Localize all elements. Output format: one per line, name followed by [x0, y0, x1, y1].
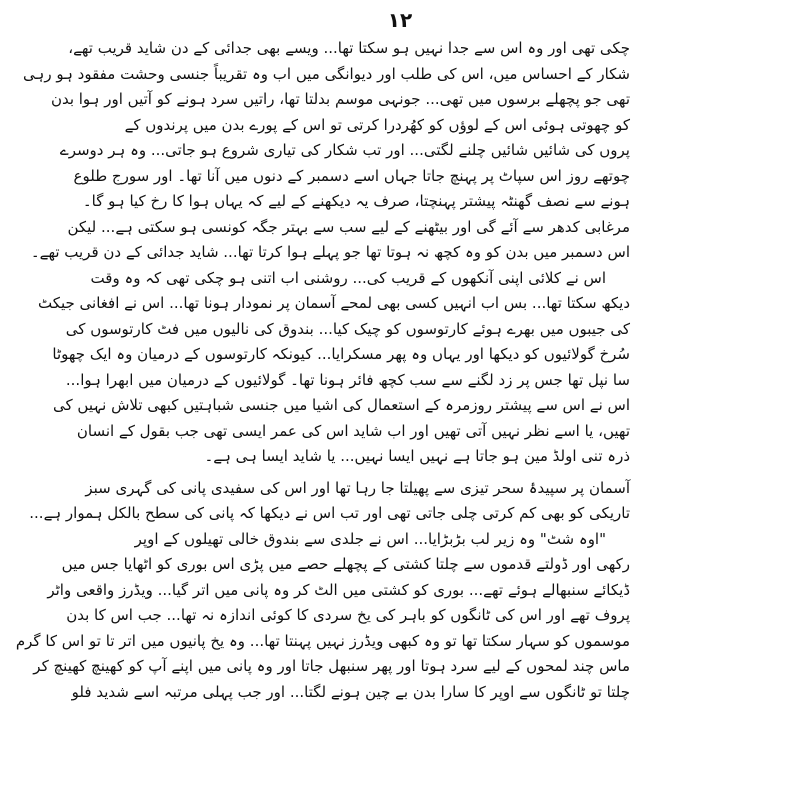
- text-line: ماس چند لمحوں کے لیے سرد ہوتا اور پھر سنبھل جاتا اور وہ پانی میں اپنے آپ کو کھینچ کھینچ کر: [33, 657, 630, 675]
- text-line: ہونے سے نصف گھنٹہ پیشتر پہنچتا، صرف یہ دیکھنے کے لیے کہ یہاں ہوا کا رخ کیا ہو گا۔: [82, 192, 630, 210]
- text-line: کی جیبوں میں بھرے ہوئے کارتوسوں کو چیک کیا... بندوق کی نالیوں میں فٹ کارتوسوں کی: [65, 319, 630, 338]
- text-line: اس دسمبر میں بدن کو وہ کچھ نہ ہوتا تھا جو پہلے ہوا کرتا تھا... شاید جدائی کے دن قریب تھے۔: [30, 243, 630, 261]
- text-line: ڈیکائے سنبھالے ہوئے تھے... بوری کو کشتی میں الٹ کر وہ پانی میں اتر گیا... ویڈرز واقعی واٹر: [47, 580, 630, 599]
- text-line: اس نے کلائی اپنی آنکھوں کے قریب کی... روشنی اب اتنی ہو چکی تھی کہ وہ وقت: [90, 268, 606, 287]
- text-line: پروف تھے اور اس کی ٹانگوں کو باہر کی یخ سردی کا کوئی اندازہ نہ تھا... جب اس کا بدن: [66, 606, 630, 624]
- text-line: چلتا تو ٹانگوں سے اوپر کا سارا بدن بے چین ہونے لگتا... اور جب پہلی مرتبہ اسے شدید فلو: [71, 682, 630, 701]
- page-number: ۱۲: [387, 8, 413, 32]
- text-line: مرغابی کدھر سے آئے گی اور بیٹھنے کے لیے سب سے بہتر جگہ کونسی ہو سکتی ہے... لیکن: [67, 217, 630, 236]
- text-line: سا نپل تھا جس پر زد لگنے سے سب کچھ فائر ہونا تھا۔ گولائیوں کے درمیان میں ابھرا ہوا...: [65, 370, 630, 389]
- text-line: تھیں، یا اسے نظر نہیں آتی تھیں اور اب شاید اس کی عمر ایسی تھی جب بقول کے انسان: [76, 421, 630, 440]
- text-line: چکی تھی اور وہ اس سے جدا نہیں ہو سکتا تھا... ویسے بھی جدائی کے دن شاید قریب تھے،: [68, 39, 630, 57]
- text-line: "اوہ شٹ" وہ زیر لب بڑبڑایا... اس نے جلدی سے بندوق خالی تھیلوں کے اوپر: [134, 529, 606, 548]
- text-line: چوتھے روز اس سپاٹ پر پہنچ جاتا جہاں اسے دسمبر کے دنوں میں آنا تھا۔ اور سورج طلوع: [73, 166, 630, 185]
- text-line: ذرہ تنی اولڈ مین ہو جاتا ہے نہیں ایسا نہیں... یا شاید ایسا ہی ہے۔: [204, 447, 630, 465]
- text-line: کو چھوتی ہوئی اس کے لوؤں کو کھُردرا کرتی تو اس کے پورے بدن میں پرندوں کے: [124, 115, 630, 134]
- text-line: آسمان پر سپیدۂ سحر تیزی سے پھیلتا جا رہا تھا اور اس کی سفیدی پانی کی گہری سبز: [85, 478, 630, 497]
- text-line: تھی جو پچھلے برسوں میں تھی... جونہی موسم بدلتا تھا، راتیں سرد ہونے کو آتیں اور ہوا بدن: [50, 90, 630, 108]
- text-line: اس نے اس سے پیشتر روزمرہ کے استعمال کی اشیا میں جنسی شباہتیں کبھی تلاش نہیں کی: [53, 396, 630, 414]
- text-line: شکار کے احساس میں، اس کی طلب اور دیوانگی میں اب وہ تقریباً جنسی وحشت مفقود ہو رہی: [23, 64, 630, 83]
- text-line: رکھی اور ڈولتے قدموں سے چلتا کشتی کے پچھلے حصے میں پڑی اس بوری کو اٹھایا جس میں: [61, 555, 630, 573]
- text-line: پروں کی شائیں شائیں چلنے لگتی... اور تب شکار کی تیاری شروع ہو جاتی... وہ ہر دوسرے: [59, 141, 630, 159]
- text-line: موسموں کو سہار سکتا تھا تو وہ کبھی ویڈرز نہیں پہنتا تھا... وہ یخ پانیوں میں اتر تا تو اس کا گرم: [15, 631, 630, 650]
- body-text: [15, 36, 630, 705]
- text-line: تاریکی کو بھی کم کرتی چلی جاتی تھی اور تب اس نے دیکھا کہ پانی کی سطح بالکل ہموار ہے...: [29, 504, 630, 522]
- text-line: سُرخ گولائیوں کو دیکھا اور یہاں وہ پھر مسکرایا... کیونکہ کارتوسوں کے درمیان وہ ایک چھوٹا: [52, 345, 630, 363]
- text-line: دیکھ سکتا تھا... بس اب انہیں کسی بھی لمحے آسمان پر نمودار ہونا تھا... اس نے افغانی جیکٹ: [37, 294, 630, 312]
